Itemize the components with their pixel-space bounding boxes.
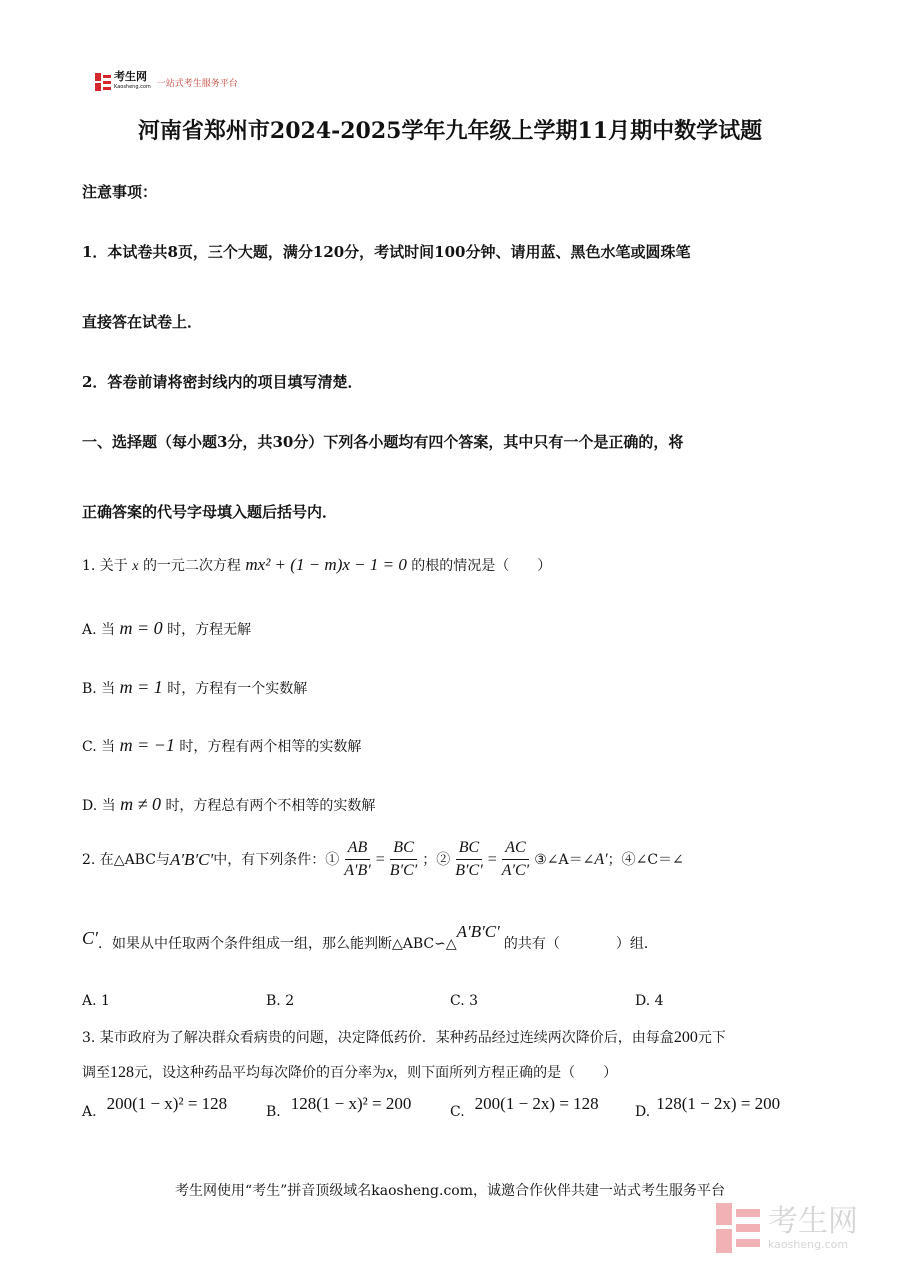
section1-line1: 一、选择题（每小题3分，共30分）下列各小题均有四个答案，其中只有一个是正确的，将 [82,433,684,451]
section1-line2: 正确答案的代号字母填入题后括号内． [82,503,338,521]
q2-option-a: A. 1 [82,993,110,1009]
notice-heading: 注意事项： [82,183,158,201]
watermark-logo-icon [716,1203,760,1253]
q1-equation: mx² + (1 − m)x − 1 = 0 [245,555,407,574]
q3-stem-line2: 调至128元，设这种药品平均每次降价的百分率为x，则下面所列方程正确的是（ ） [82,1064,618,1081]
notice-item1-line1: 1．本试卷共8页，三个大题，满分120分，考试时间100分钟、请用蓝、黑色水笔或圆珠笔 [82,243,691,261]
q3-stem-line1: 3. 某市政府为了解决群众看病贵的问题，决定降低药价．某种药品经过连续两次降价后，由每盒200元下 [82,1029,726,1046]
q2-fraction-2: $\frac{BC}{B'C'}$ [389,839,418,879]
q1-option-c: C. 当 m = −1 时，方程有两个相等的实数解 [82,735,362,755]
watermark-text: 考生网 [768,1203,858,1239]
q1-stem: 1. 关于 x 的一元二次方程 mx² + (1 − m)x − 1 = 0 的根的情况是（ ） [82,555,552,574]
q2-fraction-1: $\frac{AB}{A'B'}$ [344,839,371,879]
q3-option-b: B. 128(1 − x)² = 200 [266,1094,412,1120]
q1-option-d: D. 当 m ≠ 0 时，方程总有两个不相等的实数解 [82,794,376,814]
q1-option-a: A. 当 m = 0 时，方程无解 [82,618,252,638]
q3-option-d: D. 128(1 − 2x) = 200 [635,1094,781,1120]
page-title: 河南省郑州市2024-2025学年九年级上学期11月期中数学试题 [137,118,763,144]
q2-option-c: C. 3 [450,993,479,1009]
q3-option-a: A. 200(1 − x)² = 128 [82,1094,228,1120]
q2-option-b: B. 2 [266,993,295,1009]
watermark [716,1203,858,1253]
logo-sub: Kaosheng.com [114,84,151,90]
q1-option-b: B. 当 m = 1 时，方程有一个实数解 [82,677,308,697]
q2-fraction-3: $\frac{BC}{B'C'}$ [455,839,483,879]
page-footer: 考生网使用“考生”拼音顶级域名kaosheng.com，诚邀合作伙伴共建一站式考生服务平台 [174,1183,726,1199]
q3-option-c: C. 200(1 − 2x) = 128 [450,1094,599,1120]
watermark-sub: kaosheng.com [768,1237,849,1251]
logo-icon [95,73,111,91]
q2-stem-line2: C′ ．如果从中任取两个条件组成一组，那么能判断△ABC∽△ A′B′C′ 的共有（ ）组． [82,922,658,952]
notice-item2: 2．答卷前请将密封线内的项目填写清楚． [82,373,363,391]
q2-fraction-4: $\frac{AC}{A'C'}$ [501,839,530,879]
q2-option-d: D. 4 [635,993,664,1009]
notice-item1-line2: 直接答在试卷上． [82,313,203,331]
q2-stem-line1: 2. 在△ABC与 A′B′C′ 中，有下列条件：① $\frac{AB}{A'B'}$ = $\frac{BC}{B'C'}$ ；② $\frac{BC}{B'C'}$ = $\frac{AC}{A'C'}$ ③∠A＝∠ A′ ；④∠C＝∠ [82,839,684,879]
logo-slogan: 一站式考生服务平台 [156,78,238,89]
header-logo [95,72,238,92]
logo-text: 考生网 [114,70,147,83]
